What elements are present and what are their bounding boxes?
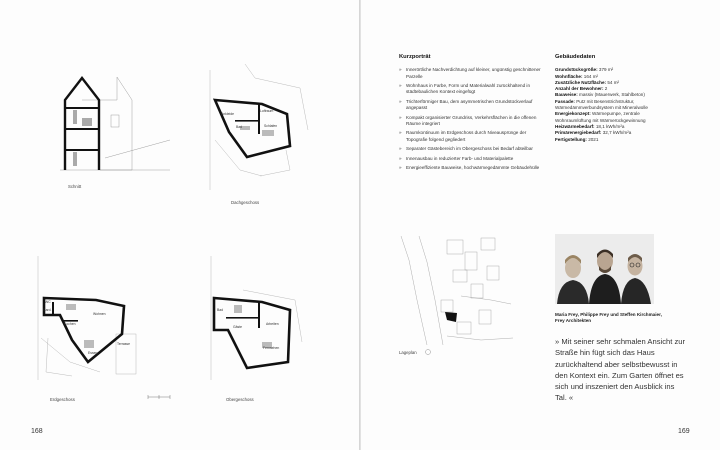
data-row: Anzahl der Bewohner: 2 <box>555 86 608 92</box>
room-label: Luftraum <box>260 109 274 113</box>
label-erdgeschoss: Erdgeschoss <box>50 397 75 402</box>
right-page <box>361 0 720 450</box>
label-schnitt: Schnitt <box>68 184 82 189</box>
room-label: Arbeiten <box>266 322 279 326</box>
left-page <box>0 0 359 450</box>
scale-bar <box>148 395 170 399</box>
data-row: Heizwärmebedarf: 18,1 kWh/m²a <box>555 123 625 129</box>
list-item: » Energieeffiziente Bauweise, hochwärmegedämmte Gebäudehülle <box>399 165 544 171</box>
list-item: » Innenausbau in reduzierter Farb- und Materialpalette <box>399 156 544 162</box>
room-label: Gäste <box>233 325 243 329</box>
pull-quote: » Mit seiner sehr schmalen Ansicht zur Straße hin fügt sich das Haus zurückhaltend aber selbstbewusst in den Kontext ein. Zum Garten öffnet es sich und inszeniert den Ausblick ins Tal. « <box>555 337 685 403</box>
data-row: Fertigstellung: 2021 <box>555 136 599 142</box>
page-number-left: 168 <box>31 428 43 435</box>
photo-caption: Maria Frey, Philippe Frey und Steffen Kirchmaier, Frey Architekten <box>555 312 662 324</box>
list-item: » Innerörtliche Nachverdichtung auf kleiner, ungünstig geschnittener Parzelle <box>399 67 544 80</box>
room-label: Ankleide <box>221 112 235 116</box>
label-obergeschoss: Obergeschoss <box>226 397 254 402</box>
architects-photo-image <box>555 234 654 304</box>
room-label: Kochen <box>64 322 76 326</box>
floor-plans-drawing <box>0 0 359 450</box>
list-item: » Kompakt organisierter Grundriss, Verkehrsflächen in die offenen Räume integriert <box>399 115 544 128</box>
data-row: Zusätzliche Nutzfläche: 54 m² <box>555 79 620 85</box>
page-number-right: 169 <box>678 428 690 435</box>
room-label: Bad <box>236 125 243 129</box>
architects-photo <box>555 234 654 304</box>
room-label: Terrasse <box>117 342 131 346</box>
data-row: Energiekonzept: Wärmepumpe, zentrale Wohnraumlüftung mit Wärmerückgewinnung <box>555 111 646 123</box>
data-row: Primärenergiebedarf: 32,7 kWh/m²a <box>555 130 632 136</box>
data-row: Wohnfläche: 164 m² <box>555 73 599 79</box>
room-label: WC <box>45 300 51 304</box>
data-row: Bauweise: massiv (Mauerwerk, Stahlbeton) <box>555 92 645 98</box>
kurzportraet-title: Kurzporträt <box>399 54 431 60</box>
room-label: Essen <box>88 351 98 355</box>
room-label: Bad <box>217 308 224 312</box>
data-row: Grundstücksgröße: 379 m² <box>555 67 614 73</box>
room-label: Gard. <box>43 308 52 312</box>
site-plan-house <box>445 312 457 322</box>
dg-walls <box>215 100 290 157</box>
label-lageplan: Lageplan <box>399 350 417 355</box>
eg-walls <box>44 298 124 362</box>
data-row: Fassade: Putz mit Besenstrichstruktur, Wärmedämmverbundsystem mit Mineralwolle <box>555 98 648 111</box>
gebaeudedaten-title: Gebäudedaten <box>555 54 596 60</box>
label-dachgeschoss: Dachgeschoss <box>231 200 260 205</box>
og-walls <box>214 298 290 368</box>
list-item: » Separater Gästebereich im Obergeschoss bei Bedarf abteilbar <box>399 146 544 152</box>
room-label: Wohnen <box>93 312 106 316</box>
list-item: » Trichterförmiger Bau, dem asymmetrischen Grundstückverlauf angepasst <box>399 99 544 112</box>
room-label: Schlafen <box>264 124 278 128</box>
list-item: » Wohnhaus in Farbe, Form und Materialwahl zurückhaltend in städtebaulichen Kontext eingefügt <box>399 83 544 96</box>
list-item: » Raumkontinuum im Erdgeschoss durch Niveausprünge der Topografie folgend gegliedert <box>399 130 544 143</box>
room-label: Fernsehen <box>263 346 280 350</box>
